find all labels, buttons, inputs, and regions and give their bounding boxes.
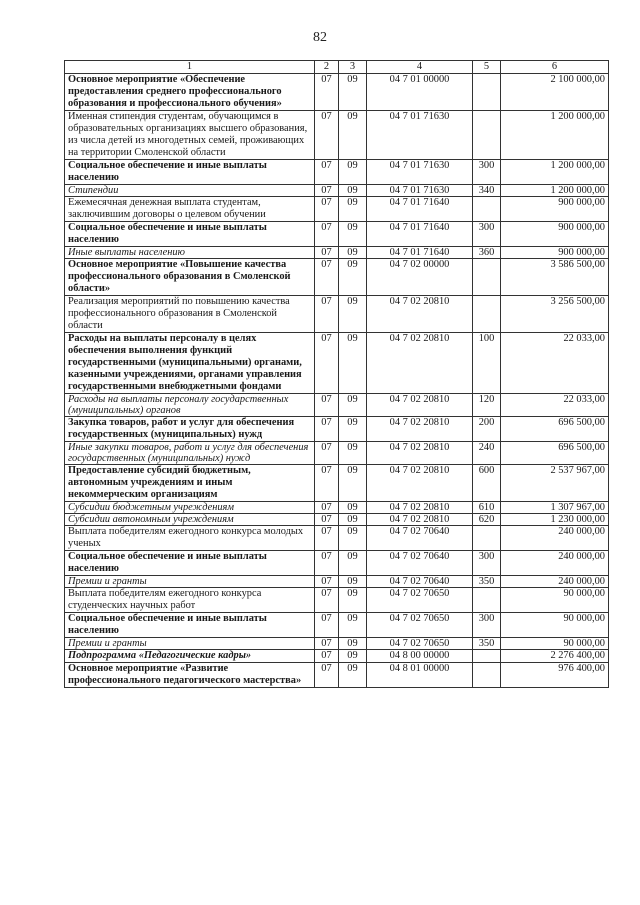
row-expense-type-code: 300: [473, 160, 501, 185]
row-section-code: 07: [315, 502, 339, 514]
row-subsection-code: 09: [339, 296, 367, 333]
row-name-cell: Подпрограмма «Педагогические кадры»: [65, 650, 315, 663]
row-expense-type-code: 620: [473, 514, 501, 526]
table-row: [65, 160, 609, 185]
row-expense-type-code: 300: [473, 613, 501, 638]
row-target-article-code: 04 7 02 00000: [367, 259, 473, 296]
row-subsection-code: 09: [339, 650, 367, 663]
row-name-cell: Стипендии: [65, 185, 315, 197]
row-subsection-code: 09: [339, 247, 367, 259]
row-expense-type-code: [473, 526, 501, 551]
table-row: [65, 394, 609, 417]
row-name-cell: Премии и гранты: [65, 576, 315, 588]
row-name-cell: Расходы на выплаты персоналу государственных (муниципальных) органов: [65, 394, 315, 417]
row-section-code: 07: [315, 442, 339, 465]
row-amount: 90 000,00: [501, 613, 609, 638]
row-subsection-code: 09: [339, 197, 367, 222]
table-row: [65, 551, 609, 576]
row-section-code: 07: [315, 160, 339, 185]
header-col-4: 4: [367, 61, 473, 74]
row-section-code: 07: [315, 417, 339, 442]
row-name-cell: Выплата победителям ежегодного конкурса студенческих научных работ: [65, 588, 315, 613]
row-section-code: 07: [315, 588, 339, 613]
row-amount: 696 500,00: [501, 442, 609, 465]
row-section-code: 07: [315, 514, 339, 526]
row-name-cell: Основное мероприятие «Повышение качества профессионального образования в Смоленской области»: [65, 259, 315, 296]
row-amount: 22 033,00: [501, 333, 609, 394]
header-col-5: 5: [473, 61, 501, 74]
row-section-code: 07: [315, 638, 339, 650]
table-row: [65, 111, 609, 160]
table-row: [65, 247, 609, 259]
row-target-article-code: 04 7 02 20810: [367, 417, 473, 442]
row-amount: 240 000,00: [501, 526, 609, 551]
row-name-cell: Премии и гранты: [65, 638, 315, 650]
row-expense-type-code: 300: [473, 551, 501, 576]
row-target-article-code: 04 7 02 70650: [367, 613, 473, 638]
row-name-cell: Расходы на выплаты персоналу в целях обеспечения выполнения функций государственными (муниципальными) органами, казенными учреждениями, органами управления государственными внебюджетными фондами: [65, 333, 315, 394]
row-name-cell: Социальное обеспечение и иные выплаты населению: [65, 222, 315, 247]
row-name-cell: Субсидии автономным учреждениям: [65, 514, 315, 526]
row-amount: 2 537 967,00: [501, 465, 609, 502]
row-amount: 3 256 500,00: [501, 296, 609, 333]
table-row: [65, 442, 609, 465]
row-target-article-code: 04 7 02 70650: [367, 638, 473, 650]
row-amount: 900 000,00: [501, 247, 609, 259]
table-row: [65, 638, 609, 650]
table-row: [65, 222, 609, 247]
row-target-article-code: 04 7 01 71630: [367, 111, 473, 160]
row-amount: 22 033,00: [501, 394, 609, 417]
budget-table: [64, 60, 609, 688]
row-target-article-code: 04 7 01 71630: [367, 185, 473, 197]
table-row: [65, 588, 609, 613]
table-row: [65, 502, 609, 514]
row-subsection-code: 09: [339, 613, 367, 638]
row-expense-type-code: 610: [473, 502, 501, 514]
row-subsection-code: 09: [339, 663, 367, 688]
row-section-code: 07: [315, 222, 339, 247]
row-subsection-code: 09: [339, 551, 367, 576]
row-section-code: 07: [315, 185, 339, 197]
row-section-code: 07: [315, 111, 339, 160]
table-row: [65, 259, 609, 296]
row-subsection-code: 09: [339, 526, 367, 551]
row-amount: 976 400,00: [501, 663, 609, 688]
row-subsection-code: 09: [339, 333, 367, 394]
row-subsection-code: 09: [339, 588, 367, 613]
row-amount: 90 000,00: [501, 588, 609, 613]
row-expense-type-code: 600: [473, 465, 501, 502]
row-expense-type-code: 120: [473, 394, 501, 417]
row-expense-type-code: [473, 663, 501, 688]
row-section-code: 07: [315, 296, 339, 333]
row-section-code: 07: [315, 394, 339, 417]
row-amount: 1 200 000,00: [501, 185, 609, 197]
table-row: [65, 74, 609, 111]
row-name-cell: Социальное обеспечение и иные выплаты населению: [65, 160, 315, 185]
row-expense-type-code: 340: [473, 185, 501, 197]
row-name-cell: Иные закупки товаров, работ и услуг для обеспечения государственных (муниципальных) нужд: [65, 442, 315, 465]
row-section-code: 07: [315, 551, 339, 576]
row-expense-type-code: 240: [473, 442, 501, 465]
row-subsection-code: 09: [339, 576, 367, 588]
row-target-article-code: 04 7 02 20810: [367, 394, 473, 417]
row-section-code: 07: [315, 197, 339, 222]
table-row: [65, 197, 609, 222]
row-subsection-code: 09: [339, 502, 367, 514]
row-amount: 240 000,00: [501, 576, 609, 588]
row-expense-type-code: [473, 74, 501, 111]
row-subsection-code: 09: [339, 394, 367, 417]
row-target-article-code: 04 7 01 71630: [367, 160, 473, 185]
row-amount: 1 230 000,00: [501, 514, 609, 526]
row-expense-type-code: [473, 588, 501, 613]
table-row: [65, 650, 609, 663]
row-target-article-code: 04 7 02 70640: [367, 551, 473, 576]
table-row: [65, 663, 609, 688]
row-name-cell: Иные выплаты населению: [65, 247, 315, 259]
row-expense-type-code: 300: [473, 222, 501, 247]
header-col-3: 3: [339, 61, 367, 74]
row-name-cell: Закупка товаров, работ и услуг для обеспечения государственных (муниципальных) нужд: [65, 417, 315, 442]
row-expense-type-code: 100: [473, 333, 501, 394]
table-row: [65, 526, 609, 551]
row-name-cell: Социальное обеспечение и иные выплаты населению: [65, 613, 315, 638]
row-section-code: 07: [315, 576, 339, 588]
row-expense-type-code: 200: [473, 417, 501, 442]
row-subsection-code: 09: [339, 74, 367, 111]
row-section-code: 07: [315, 74, 339, 111]
row-target-article-code: 04 7 01 71640: [367, 247, 473, 259]
row-name-cell: Ежемесячная денежная выплата студентам, заключившим договоры о целевом обучении: [65, 197, 315, 222]
row-target-article-code: 04 7 01 71640: [367, 222, 473, 247]
row-target-article-code: 04 8 01 00000: [367, 663, 473, 688]
row-subsection-code: 09: [339, 417, 367, 442]
row-expense-type-code: [473, 259, 501, 296]
row-amount: 1 200 000,00: [501, 160, 609, 185]
row-section-code: 07: [315, 247, 339, 259]
row-name-cell: Именная стипендия студентам, обучающимся в образовательных организациях высшего образования, из числа детей из многодетных семей, проживающих на территории Смоленской области: [65, 111, 315, 160]
row-target-article-code: 04 7 01 71640: [367, 197, 473, 222]
row-target-article-code: 04 7 02 20810: [367, 296, 473, 333]
row-subsection-code: 09: [339, 514, 367, 526]
row-amount: 240 000,00: [501, 551, 609, 576]
row-amount: 2 100 000,00: [501, 74, 609, 111]
row-section-code: 07: [315, 259, 339, 296]
row-target-article-code: 04 7 02 70640: [367, 576, 473, 588]
row-expense-type-code: [473, 111, 501, 160]
row-amount: 2 276 400,00: [501, 650, 609, 663]
row-name-cell: Реализация мероприятий по повышению качества профессионального образования в Смоленской области: [65, 296, 315, 333]
row-section-code: 07: [315, 650, 339, 663]
row-section-code: 07: [315, 613, 339, 638]
table-row: [65, 333, 609, 394]
page-number: 82: [313, 30, 327, 45]
row-amount: 90 000,00: [501, 638, 609, 650]
header-col-6: 6: [501, 61, 609, 74]
table-row: [65, 465, 609, 502]
row-expense-type-code: 360: [473, 247, 501, 259]
row-subsection-code: 09: [339, 111, 367, 160]
table-row: [65, 296, 609, 333]
row-subsection-code: 09: [339, 185, 367, 197]
row-expense-type-code: 350: [473, 638, 501, 650]
row-target-article-code: 04 7 02 20810: [367, 333, 473, 394]
row-subsection-code: 09: [339, 259, 367, 296]
row-target-article-code: 04 7 01 00000: [367, 74, 473, 111]
row-expense-type-code: [473, 197, 501, 222]
row-subsection-code: 09: [339, 465, 367, 502]
table-row: [65, 417, 609, 442]
row-name-cell: Предоставление субсидий бюджетным, автономным учреждениям и иным некоммерческим организациям: [65, 465, 315, 502]
row-target-article-code: 04 7 02 20810: [367, 442, 473, 465]
header-col-2: 2: [315, 61, 339, 74]
row-name-cell: Субсидии бюджетным учреждениям: [65, 502, 315, 514]
row-subsection-code: 09: [339, 442, 367, 465]
row-amount: 1 307 967,00: [501, 502, 609, 514]
table-header-row: [65, 61, 609, 74]
row-section-code: 07: [315, 663, 339, 688]
row-amount: 900 000,00: [501, 197, 609, 222]
row-name-cell: Социальное обеспечение и иные выплаты населению: [65, 551, 315, 576]
row-subsection-code: 09: [339, 638, 367, 650]
row-target-article-code: 04 7 02 20810: [367, 502, 473, 514]
table-row: [65, 514, 609, 526]
row-expense-type-code: [473, 296, 501, 333]
row-amount: 1 200 000,00: [501, 111, 609, 160]
row-section-code: 07: [315, 465, 339, 502]
row-subsection-code: 09: [339, 160, 367, 185]
row-amount: 3 586 500,00: [501, 259, 609, 296]
row-name-cell: Основное мероприятие «Обеспечение предоставления среднего профессионального образования и профессионального обучения»: [65, 74, 315, 111]
row-subsection-code: 09: [339, 222, 367, 247]
header-col-1: 1: [65, 61, 315, 74]
row-target-article-code: 04 8 00 00000: [367, 650, 473, 663]
row-section-code: 07: [315, 333, 339, 394]
row-target-article-code: 04 7 02 70650: [367, 588, 473, 613]
row-amount: 696 500,00: [501, 417, 609, 442]
table-row: [65, 185, 609, 197]
row-expense-type-code: [473, 650, 501, 663]
row-target-article-code: 04 7 02 20810: [367, 514, 473, 526]
row-target-article-code: 04 7 02 70640: [367, 526, 473, 551]
row-target-article-code: 04 7 02 20810: [367, 465, 473, 502]
row-section-code: 07: [315, 526, 339, 551]
row-name-cell: Основное мероприятие «Развитие профессионального педагогического мастерства»: [65, 663, 315, 688]
table-row: [65, 613, 609, 638]
row-amount: 900 000,00: [501, 222, 609, 247]
row-expense-type-code: 350: [473, 576, 501, 588]
row-name-cell: Выплата победителям ежегодного конкурса молодых ученых: [65, 526, 315, 551]
table-row: [65, 576, 609, 588]
